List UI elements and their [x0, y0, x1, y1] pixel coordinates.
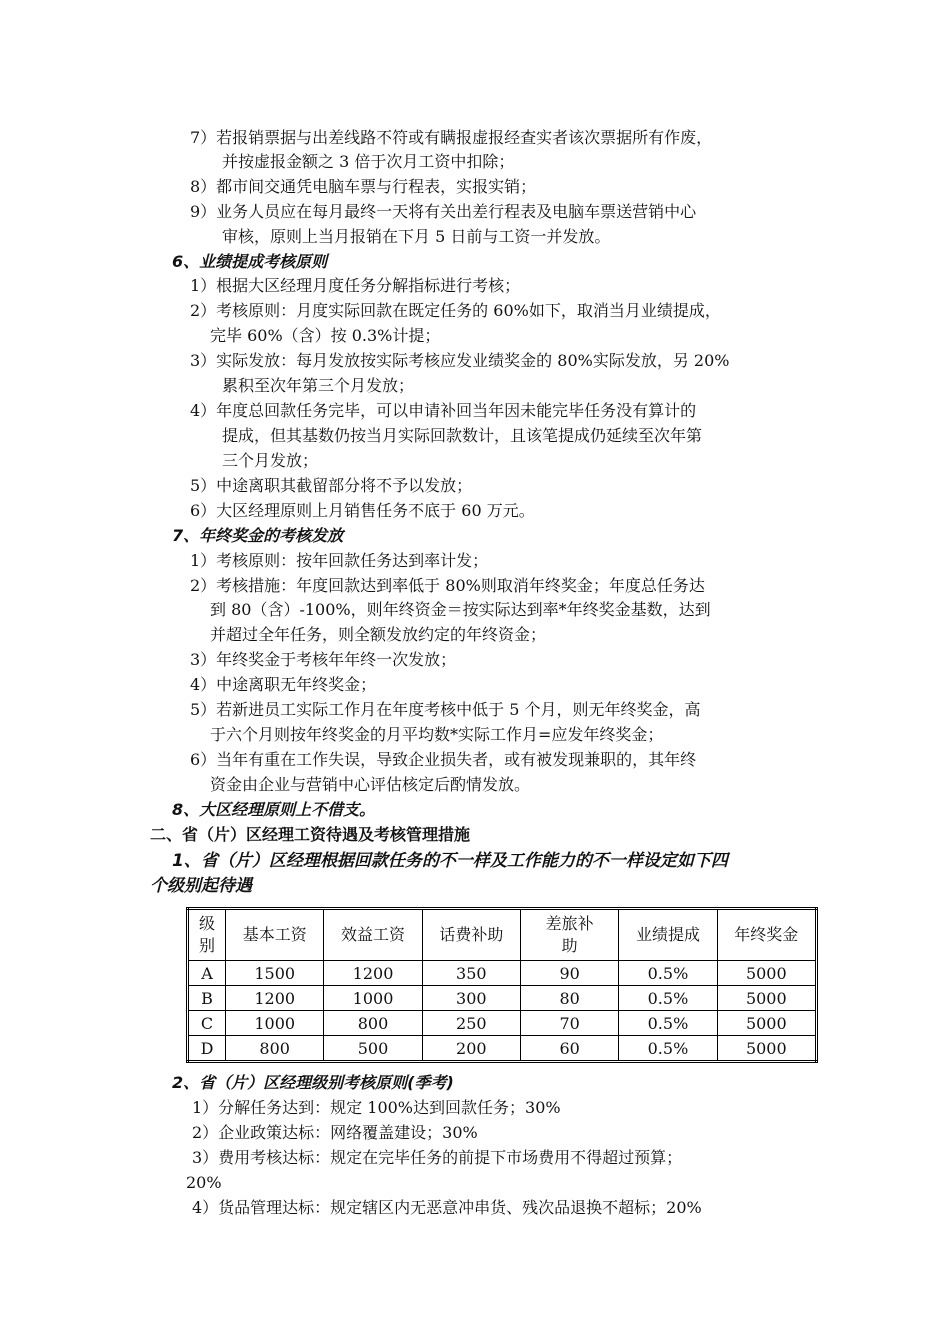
salary-level-table [186, 907, 818, 1063]
heading-8: 8、大区经理原则上不借支。 [172, 800, 376, 819]
table-cell: 1500 [226, 961, 324, 986]
section-2-title: 二、省（片）区经理工资待遇及考核管理措施 [150, 825, 471, 844]
table-cell: 0.5% [619, 1036, 717, 1062]
s7-item-4: 4）中途离职无年终奖金； [190, 675, 377, 694]
s6-item-6: 6）大区经理原则上月销售任务不底于 60 万元。 [190, 501, 535, 520]
table-cell: C [188, 1011, 226, 1036]
table-cell: 300 [422, 986, 520, 1011]
table-cell: 0.5% [619, 1011, 717, 1036]
table-cell: 90 [520, 961, 618, 986]
table-cell: 800 [226, 1036, 324, 1062]
table-cell: 800 [324, 1011, 422, 1036]
s6-item-3-line-1: 3）实际发放：每月发放按实际考核应发业绩奖金的 80%实际发放，另 20% [190, 351, 730, 370]
table-cell: 70 [520, 1011, 618, 1036]
s6-item-1: 1）根据大区经理月度任务分解指标进行考核； [190, 276, 521, 295]
s7-item-2-line-1: 2）考核措施：年度回款达到率低于 80%则取消年终奖金；年度总任务达 [190, 576, 705, 595]
table-cell: 5000 [717, 1036, 816, 1062]
s7-item-1: 1）考核原则：按年回款任务达到率计发； [190, 551, 489, 570]
table-row [188, 1011, 817, 1036]
s6-item-2-line-1: 2）考核原则：月度实际回款在既定任务的 60%如下，取消当月业绩提成， [190, 301, 721, 320]
heading-7: 7、年终奖金的考核发放 [172, 526, 344, 545]
s7-item-5-line-1: 5）若新进员工实际工作月在年度考核中低于 5 个月，则无年终奖金，高 [190, 700, 701, 719]
table-header-row [188, 909, 817, 961]
s6-item-4-line-3: 三个月发放； [222, 451, 319, 470]
s6-item-4-line-2: 提成，但其基数仍按当月实际回款数计，且该笔提成仍延续至次年第 [222, 426, 703, 445]
s7-item-6-line-2: 资金由企业与营销中心评估核定后酌情发放。 [210, 775, 531, 794]
table-cell: 5000 [717, 1011, 816, 1036]
header-phone-allowance: 话费补助 [422, 909, 520, 961]
table-row [188, 986, 817, 1011]
table-cell: 1200 [324, 961, 422, 986]
s6-item-4-line-1: 4）年度总回款任务完毕，可以申请补回当年因未能完毕任务没有算计的 [190, 401, 697, 420]
item-8: 8）都市间交通凭电脑车票与行程表，实报实销； [190, 177, 537, 196]
heading-2-1-line-2: 个级别起待遇 [150, 876, 252, 896]
s22-item-2: 2）企业政策达标：网络覆盖建设；30% [192, 1123, 478, 1142]
table-cell: 0.5% [619, 986, 717, 1011]
s7-item-3: 3）年终奖金于考核年年终一次发放； [190, 650, 457, 669]
heading-6: 6、业绩提成考核原则 [172, 252, 328, 271]
table-cell: 60 [520, 1036, 618, 1062]
item-7-line-2: 并按虚报金额之 3 倍于次月工资中扣除； [222, 152, 515, 171]
s7-item-6-line-1: 6）当年有重在工作失误，导致企业损失者，或有被发现兼职的，其年终 [190, 750, 697, 769]
table-cell: 350 [422, 961, 520, 986]
s22-item-3-line-1: 3）费用考核达标：规定在完毕任务的前提下市场费用不得超过预算； [192, 1148, 683, 1167]
table-cell: 5000 [717, 961, 816, 986]
s22-item-3-line-2: 20% [186, 1173, 222, 1192]
header-performance-salary: 效益工资 [324, 909, 422, 961]
header-travel-allowance: 差旅补 助 [520, 909, 618, 961]
item-9-line-2: 审核，原则上当月报销在下月 5 日前与工资一并发放。 [222, 227, 611, 246]
table-cell: 500 [324, 1036, 422, 1062]
s7-item-2-line-3: 并超过全年任务，则全额发放约定的年终资金； [210, 625, 547, 644]
s6-item-2-line-2: 完毕 60%（含）按 0.3%计提； [210, 326, 441, 345]
heading-2-2: 2、省（片）区经理级别考核原则(季考) [172, 1073, 454, 1092]
table-cell: 250 [422, 1011, 520, 1036]
table-cell: 0.5% [619, 961, 717, 986]
table-cell: 1200 [226, 986, 324, 1011]
header-commission: 业绩提成 [619, 909, 717, 961]
table-cell: D [188, 1036, 226, 1062]
table-row [188, 1036, 817, 1062]
table-cell: 80 [520, 986, 618, 1011]
table-cell: B [188, 986, 226, 1011]
header-year-end-bonus: 年终奖金 [717, 909, 816, 961]
s7-item-5-line-2: 于六个月则按年终奖金的月平均数*实际工作月=应发年终奖金； [210, 725, 664, 744]
table-row [188, 961, 817, 986]
header-base-salary: 基本工资 [226, 909, 324, 961]
s6-item-5: 5）中途离职其截留部分将不予以发放； [190, 476, 473, 495]
item-7-line-1: 7）若报销票据与出差线路不符或有瞒报虚报经查实者该次票据所有作废， [190, 128, 713, 147]
s6-item-3-line-2: 累积至次年第三个月发放； [222, 376, 415, 395]
s22-item-1: 1）分解任务达到：规定 100%达到回款任务；30% [192, 1098, 561, 1117]
table-cell: 200 [422, 1036, 520, 1062]
s7-item-2-line-2: 到 80（含）-100%，则年终资金＝按实际达到率*年终奖金基数，达到 [210, 600, 711, 619]
header-level: 级 别 [188, 909, 226, 961]
heading-2-1-line-1: 1、省（片）区经理根据回款任务的不一样及工作能力的不一样设定如下四 [172, 851, 728, 871]
table-cell: 1000 [226, 1011, 324, 1036]
s22-item-4: 4）货品管理达标：规定辖区内无恶意冲串货、残次品退换不超标；20% [192, 1198, 702, 1217]
table-cell: 5000 [717, 986, 816, 1011]
table-cell: 1000 [324, 986, 422, 1011]
item-9-line-1: 9）业务人员应在每月最终一天将有关出差行程表及电脑车票送营销中心 [190, 202, 697, 221]
table-cell: A [188, 961, 226, 986]
